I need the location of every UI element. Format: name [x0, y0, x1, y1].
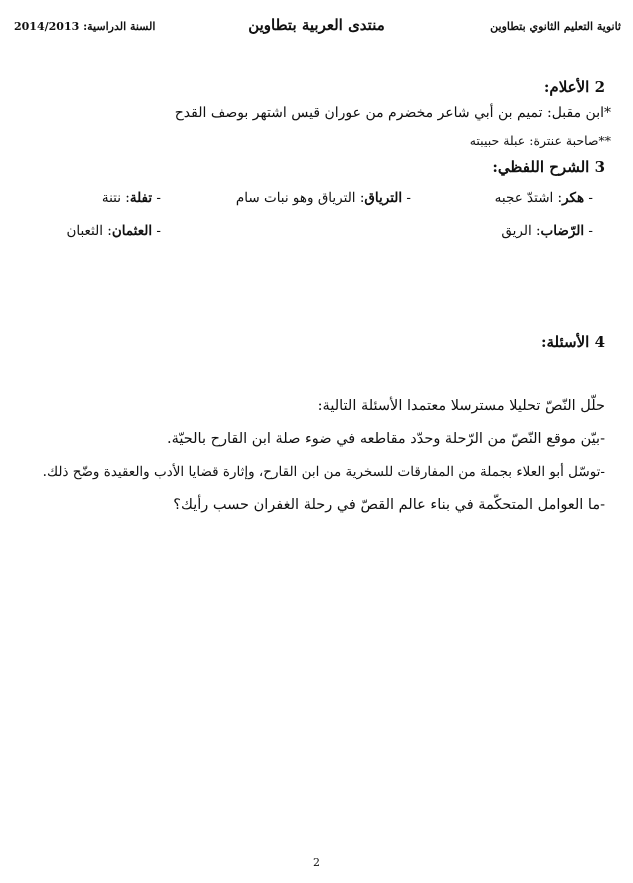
term-word: تفلة — [129, 190, 153, 206]
school-year — [14, 20, 155, 33]
school-year-label: السنة الدراسية: — [83, 20, 156, 33]
question-item: -ما العوامل المتحكّمة في بناء عالم القصّ في رحلة الغفران حسب رأيك؟ — [173, 497, 605, 513]
term-word: العثمان — [111, 223, 153, 239]
alam-line-2: **صاحبة عنترة: عبلة حبيبته — [469, 133, 611, 148]
term-def: : اشتدّ عجبه — [494, 190, 563, 206]
question-item: -توسّل أبو العلاء بجملة من المفارقات للسخرية من ابن القارح، وإثارة قضايا الأدب والعقيدة وضّح ذلك. — [42, 464, 605, 480]
term-def: : نتنة — [101, 190, 130, 206]
page-number: 2 — [313, 856, 320, 869]
school-year-value: 2014/2013 — [14, 20, 80, 33]
term-def: : الترياق وهو نبات سام — [235, 190, 365, 206]
school-name: ثانوية التعليم الثانوي بتطاوين — [490, 20, 621, 33]
term-word: هكر — [562, 190, 585, 206]
term-item: - الرّضاب: الريق — [501, 223, 593, 239]
question-intro: حلّل النّصّ تحليلا مسترسلا معتمدا الأسئلة التالية: — [317, 398, 605, 414]
section-title-questions: 4 الأسئلة: — [540, 333, 605, 351]
term-word: الترياق — [364, 190, 403, 206]
term-item: - هكر: اشتدّ عجبه — [494, 190, 593, 206]
alam-line-1: *ابن مقبل: تميم بن أبي شاعر مخضرم من عوران قيس اشتهر بوصف القدح — [174, 105, 611, 121]
term-def: : الثعبان — [66, 223, 112, 239]
section-title-alam: 2 الأعلام: — [543, 78, 605, 96]
term-word: الرّضاب — [540, 223, 585, 239]
forum-title: منتدى العربية بتطاوين — [248, 16, 385, 34]
term-def: : الريق — [501, 223, 541, 239]
term-item: - الترياق: الترياق وهو نبات سام — [235, 190, 411, 206]
question-item: -بيّن موقع النّصّ من الرّحلة وحدّد مقاطعه في ضوء صلة ابن القارح بالحيّة. — [167, 431, 605, 447]
term-item: - تفلة: نتنة — [101, 190, 161, 206]
term-item: - العثمان: الثعبان — [66, 223, 161, 239]
section-title-sharh: 3 الشرح اللفظي: — [492, 158, 605, 176]
